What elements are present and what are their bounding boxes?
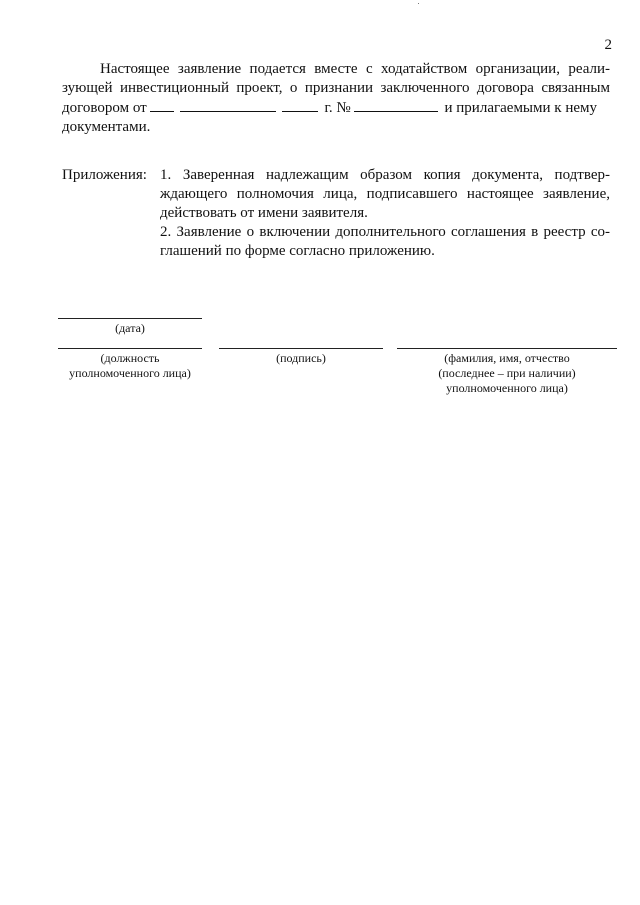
year-blank	[282, 98, 318, 112]
full-name-caption-line-1: (фамилия, имя, отчество	[444, 351, 570, 365]
statement-paragraph	[62, 60, 610, 137]
statement-line-4: документами.	[62, 119, 151, 135]
position-caption-line-2: уполномоченного лица)	[69, 366, 191, 380]
month-blank	[180, 98, 276, 112]
full-name-caption	[397, 351, 617, 396]
year-number-label: г. №	[324, 100, 351, 116]
statement-line-1: Настоящее заявление подается вместе с ходатайством организации, реали-	[100, 61, 610, 77]
page-number: 2	[604, 37, 612, 53]
position-line	[58, 348, 202, 349]
signature-line	[219, 348, 383, 349]
attachment-1-line-3: действовать от имени заявителя.	[160, 205, 368, 221]
attachment-1-line-2: ждающего полномочия лица, подписавшего настоящее заявление,	[160, 186, 610, 202]
contract-from-label: договором от	[62, 100, 147, 116]
full-name-caption-line-2: (последнее – при наличии)	[438, 366, 576, 380]
date-line	[58, 318, 202, 319]
attachments-list	[160, 166, 610, 261]
attachments-label: Приложения:	[62, 167, 147, 183]
full-name-line	[397, 348, 617, 349]
date-caption: (дата)	[115, 321, 145, 335]
contract-number-blank	[354, 98, 438, 112]
statement-line-3	[62, 98, 610, 118]
full-name-caption-line-3: уполномоченного лица)	[446, 381, 568, 395]
scan-speck	[418, 3, 419, 4]
statement-line-2: зующей инвестиционный проект, о признании заключенного договора связанным	[62, 80, 610, 96]
attachment-2-line-2: глашений по форме согласно приложению.	[160, 243, 435, 259]
position-caption	[44, 351, 216, 381]
signature-caption: (подпись)	[276, 351, 326, 365]
attached-docs-label: и прилагаемыми к нему	[444, 100, 597, 116]
day-blank	[150, 98, 174, 112]
position-caption-line-1: (должность	[100, 351, 160, 365]
attachment-1-line-1: 1. Заверенная надлежащим образом копия документа, подтвер-	[160, 167, 610, 183]
attachment-2-line-1: 2. Заявление о включении дополнительного соглашения в реестр со-	[160, 224, 610, 240]
